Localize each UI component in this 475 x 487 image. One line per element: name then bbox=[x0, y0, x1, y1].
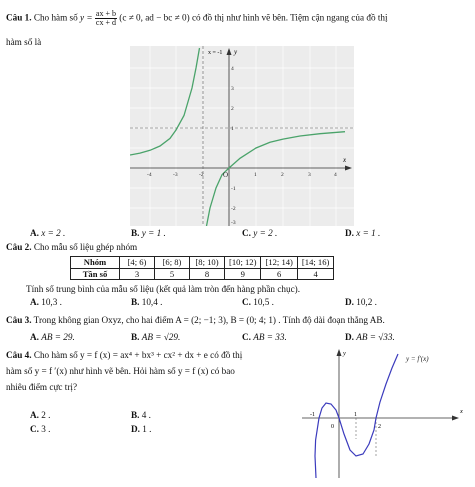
q1-option-b[interactable]: B. y = 1 . bbox=[131, 228, 166, 238]
q1-option-c[interactable]: C. y = 2 . bbox=[242, 228, 278, 238]
q3-option-b[interactable]: B. AB = √29. bbox=[131, 332, 181, 342]
q2-row-head-frequency: Tần số bbox=[71, 268, 120, 280]
q1-label-asymptote: x = -1 bbox=[208, 50, 223, 56]
q1-option-a[interactable]: A. x = 2 . bbox=[30, 228, 66, 238]
q2-freq-cell: 5 bbox=[155, 268, 190, 280]
q1-label-x: x bbox=[343, 156, 347, 164]
q2-stem: Câu 2. Cho mẫu số liệu ghép nhóm bbox=[6, 242, 138, 252]
q4-graph bbox=[296, 346, 468, 480]
q1-graph bbox=[130, 46, 354, 226]
q1-ytick-neg2: -2 bbox=[231, 206, 236, 212]
q4-label-y: y bbox=[343, 350, 346, 357]
q1-stem-c: hàm số là bbox=[6, 37, 42, 47]
q1-stem-b: có đồ thị như hình vẽ bên. Tiệm cận ngang của đồ thị bbox=[191, 12, 388, 23]
table-row bbox=[71, 257, 334, 269]
q3-stem: Câu 3. Trong không gian Oxyz, cho hai điểm A = (2; −1; 3), B = (0; 4; 1) . Tính độ dài đoạn thẳng AB. bbox=[6, 315, 385, 325]
q1-graph-background bbox=[130, 46, 354, 226]
q1-func-numerator: ax + b bbox=[95, 9, 116, 18]
q1-ytick-neg3: -3 bbox=[231, 220, 236, 226]
q4-tick-neg1: -1 bbox=[310, 412, 315, 418]
q3-option-a[interactable]: A. AB = 29. bbox=[30, 332, 75, 342]
q1-func-denominator: cx + d bbox=[95, 18, 116, 27]
q4-option-a[interactable]: A. 2 . bbox=[30, 410, 51, 420]
q1-number: Câu 1. bbox=[6, 12, 32, 23]
q1-func-condition: (c ≠ 0, ad − bc ≠ 0) bbox=[119, 12, 190, 23]
q2-frequency-table bbox=[70, 256, 334, 280]
q1-ytick-neg1: -1 bbox=[231, 186, 236, 192]
q2-option-a[interactable]: A. 10,3 . bbox=[30, 297, 62, 307]
q1-fraction bbox=[95, 10, 117, 27]
q4-option-c[interactable]: C. 3 . bbox=[30, 424, 51, 434]
q1-stem-a: Cho hàm số bbox=[33, 12, 78, 23]
q4-stem-line2: hàm số y = f ′(x) như hình vẽ bên. Hỏi hàm số y = f (x) có bao bbox=[6, 366, 235, 376]
q2-group-cell: [10; 12) bbox=[225, 257, 261, 269]
q1-ytick-2: 2 bbox=[231, 106, 234, 112]
q1-label-y: y bbox=[234, 48, 238, 56]
q2-group-cell: [6; 8) bbox=[155, 257, 190, 269]
q1-origin: O bbox=[223, 171, 229, 179]
q2-freq-cell: 3 bbox=[120, 268, 155, 280]
q2-freq-cell: 4 bbox=[297, 268, 333, 280]
q1-func-lhs: y = bbox=[80, 12, 93, 23]
q3-option-d[interactable]: D. AB = √33. bbox=[345, 332, 395, 342]
q2-option-b[interactable]: B. 10,4 . bbox=[131, 297, 163, 307]
q2-option-c[interactable]: C. 10,5 . bbox=[242, 297, 274, 307]
table-row bbox=[71, 268, 334, 280]
q1-ytick-3: 3 bbox=[231, 86, 234, 92]
q2-group-cell: [12; 14) bbox=[261, 257, 297, 269]
q2-group-cell: [4; 6) bbox=[120, 257, 155, 269]
q4-y-arrow bbox=[337, 349, 342, 356]
q1-xtick-1: 1 bbox=[254, 172, 257, 178]
q1-xtick-neg2: -2 bbox=[199, 172, 204, 178]
q2-freq-cell: 6 bbox=[261, 268, 297, 280]
q1-ytick-1: 1 bbox=[231, 126, 234, 132]
q1-stem-line1 bbox=[6, 10, 388, 27]
q4-number: Câu 4. bbox=[6, 350, 32, 360]
q2-freq-cell: 9 bbox=[225, 268, 261, 280]
q4-origin: 0 bbox=[331, 424, 334, 430]
q4-option-d[interactable]: D. 1 . bbox=[131, 424, 152, 434]
q1-xtick-4: 4 bbox=[334, 172, 337, 178]
q4-tick-1: 1 bbox=[354, 412, 357, 418]
q1-xtick-2: 2 bbox=[281, 172, 284, 178]
q4-option-b[interactable]: B. 4 . bbox=[131, 410, 151, 420]
q4-x-arrow bbox=[452, 416, 459, 421]
q4-tick-2: 2 bbox=[378, 424, 381, 430]
q1-xtick-3: 3 bbox=[308, 172, 311, 178]
q3-number: Câu 3. bbox=[6, 315, 32, 325]
q2-option-d[interactable]: D. 10,2 . bbox=[345, 297, 377, 307]
q2-freq-cell: 8 bbox=[190, 268, 225, 280]
q1-xtick-neg3: -3 bbox=[173, 172, 178, 178]
q1-xtick-neg4: -4 bbox=[147, 172, 152, 178]
q4-stem-line3: nhiêu điểm cực trị? bbox=[6, 382, 78, 392]
q2-group-cell: [8; 10) bbox=[190, 257, 225, 269]
q2-group-cell: [14; 16) bbox=[297, 257, 333, 269]
q4-curve-label: y = f′(x) bbox=[406, 355, 429, 363]
q1-ytick-4: 4 bbox=[231, 66, 234, 72]
q2-number: Câu 2. bbox=[6, 242, 32, 252]
q4-label-x: x bbox=[460, 408, 463, 415]
q1-option-d[interactable]: D. x = 1 . bbox=[345, 228, 381, 238]
q2-row-head-group: Nhóm bbox=[71, 257, 120, 269]
q2-instruction: Tính số trung bình của mẫu số liệu (kết quả làm tròn đến hàng phần chục). bbox=[26, 284, 301, 294]
q3-option-c[interactable]: C. AB = 33. bbox=[242, 332, 287, 342]
q4-stem-line1: Câu 4. Cho hàm số y = f (x) = ax⁴ + bx³ + cx² + dx + e có đồ thị bbox=[6, 350, 243, 360]
q4-guide-lines bbox=[319, 418, 376, 456]
